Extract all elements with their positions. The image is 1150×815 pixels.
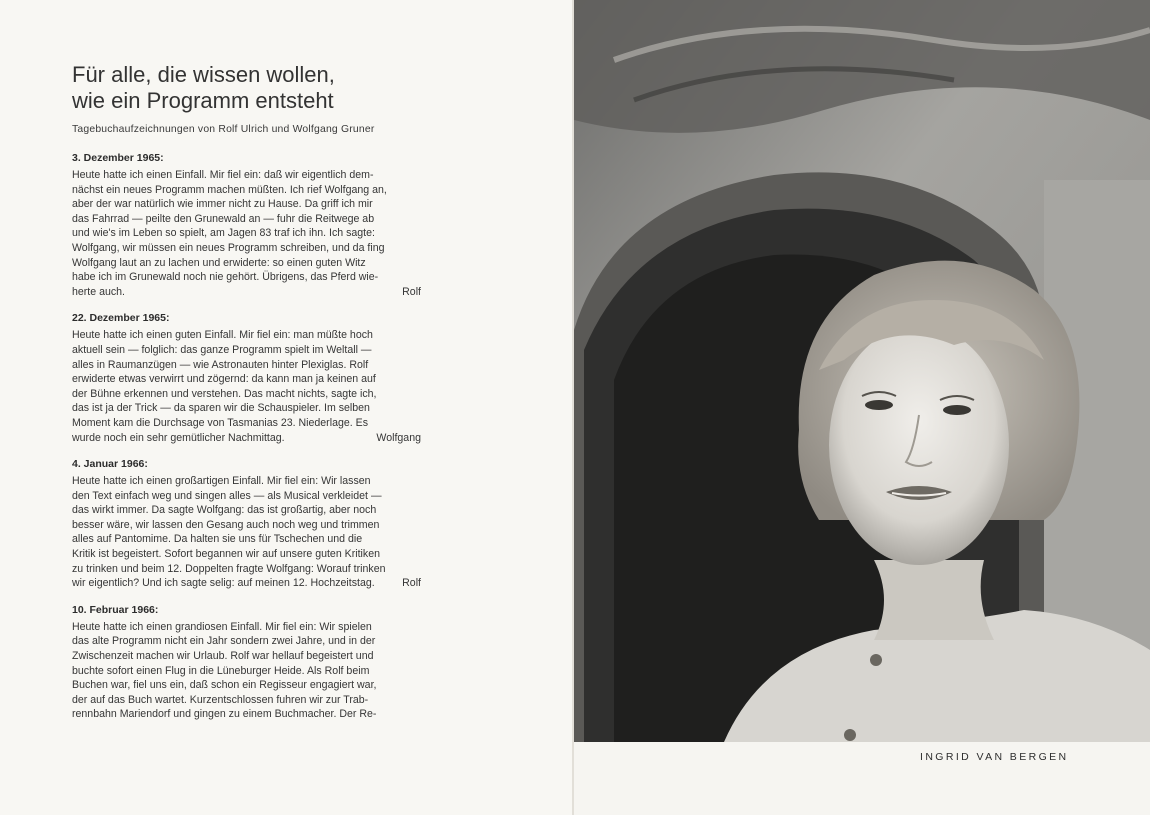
entry-date: 3. Dezember 1965: [72, 152, 164, 164]
entry-line: und wie's im Leben so spielt, am Jagen 83 traf ich ihn. Ich sagte: [72, 227, 375, 240]
entry-line: das Fahrrad — peilte den Grunewald an — fuhr die Reitwege ab [72, 212, 375, 225]
entry-line: buchte sofort einen Flug in die Lüneburger Heide. Als Rolf beim [72, 664, 370, 677]
entry-line [72, 431, 421, 446]
entry-text: wurde noch ein sehr gemütlicher Nachmittag. [72, 431, 285, 444]
entry-line: das wirkt immer. Da sagte Wolfgang: das ist großartig, aber noch [72, 504, 377, 517]
entry-line [72, 285, 421, 300]
entry-line: nächst ein neues Programm machen müßten. Ich rief Wolfgang an, [72, 183, 387, 196]
entry-text: herte auch. [72, 285, 126, 298]
diary-entry [72, 151, 421, 299]
entry-line: Wolfgang, wir müssen ein neues Programm schreiben, und da fing [72, 241, 385, 254]
entry-line: besser wäre, wir lassen den Gesang auch noch weg und trimmen [72, 518, 380, 531]
entry-line: Moment kam die Durchsage von Tasmanias 23. Niederlage. Es [72, 416, 368, 429]
title-line-1: Für alle, die wissen wollen, [72, 62, 335, 87]
entry-line: habe ich im Grunewald noch nie gehört. Übrigens, das Pferd wie- [72, 271, 379, 284]
article-title [72, 62, 432, 114]
diary-entry [72, 457, 421, 591]
entry-line: zu trinken und beim 12. Doppelten fragte Wolfgang: Worauf trinken [72, 562, 386, 575]
entry-line: alles auf Pantomime. Da halten sie uns für Tschechen und die [72, 533, 363, 546]
entry-line: Wolfgang laut an zu lachen und erwiderte: so einen guten Witz [72, 256, 366, 269]
entry-line: erwiderte etwas verwirrt und zögernd: da kann man ja keinen auf [72, 373, 376, 386]
diary-entry [72, 603, 421, 722]
entry-date: 22. Dezember 1965: [72, 312, 170, 325]
entry-line: Heute hatte ich einen grandiosen Einfall. Mir fiel ein: Wir spielen [72, 620, 372, 633]
portrait-photo [574, 0, 1150, 742]
entry-line: Heute hatte ich einen großartigen Einfall. Mir fiel ein: Wir lassen [72, 475, 371, 488]
right-page [574, 0, 1150, 815]
title-line-2: wie ein Programm entsteht [72, 88, 334, 113]
entry-date: 10. Februar 1966: [72, 603, 159, 616]
entry-line: Buchen war, fiel uns ein, daß schon ein Regisseur engagiert war, [72, 679, 377, 692]
entry-line: Kritik ist begeistert. Sofort begannen wir auf unsere guten Kritiken [72, 548, 380, 561]
entry-line: aber der war natürlich wie immer nicht zu Hause. Da griff ich mir [72, 198, 373, 211]
entry-line: der Bühne erkennen und verstehen. Das macht nichts, sagte ich, [72, 387, 377, 400]
entry-line: den Text einfach weg und singen alles — als Musical verkleidet — [72, 489, 382, 502]
entry-line: Heute hatte ich einen Einfall. Mir fiel ein: daß wir eigentlich dem- [72, 169, 374, 181]
article-subtitle: Tagebuchaufzeichnungen von Rolf Ulrich und Wolfgang Gruner [72, 124, 375, 135]
entry-line [72, 576, 421, 591]
entry-line: rennbahn Mariendorf und gingen zu einem Buchmacher. Der Re- [72, 708, 377, 721]
entry-line: der auf das Buch wartet. Kurzentschlossen fuhren wir zur Trab- [72, 693, 369, 706]
left-page [0, 0, 572, 815]
entry-signature: Wolfgang [376, 431, 421, 444]
diary-entry [72, 311, 421, 445]
diary-entries [72, 151, 421, 734]
entry-line: das alte Programm nicht ein Jahr sondern zwei Jahre, und in der [72, 635, 376, 648]
entry-line: Heute hatte ich einen guten Einfall. Mir fiel ein: man müßte hoch [72, 329, 373, 342]
entry-line: das ist ja der Trick — da sparen wir die Schauspieler. Im selben [72, 402, 370, 415]
entry-line: Zwischenzeit machen wir Urlaub. Rolf war hellauf begeistert und [72, 650, 374, 663]
entry-line: alles in Raumanzügen — wie Astronauten hinter Plexiglas. Rolf [72, 358, 369, 371]
entry-text: wir eigentlich? Und ich sagte selig: auf meinen 12. Hochzeitstag. [72, 577, 375, 590]
entry-signature: Rolf [402, 285, 421, 298]
photo-caption: INGRID VAN BERGEN [920, 751, 1069, 763]
entry-line: aktuell sein — folglich: das ganze Programm spielt im Weltall — [72, 343, 372, 356]
entry-date: 4. Januar 1966: [72, 458, 148, 471]
entry-signature: Rolf [402, 577, 421, 590]
